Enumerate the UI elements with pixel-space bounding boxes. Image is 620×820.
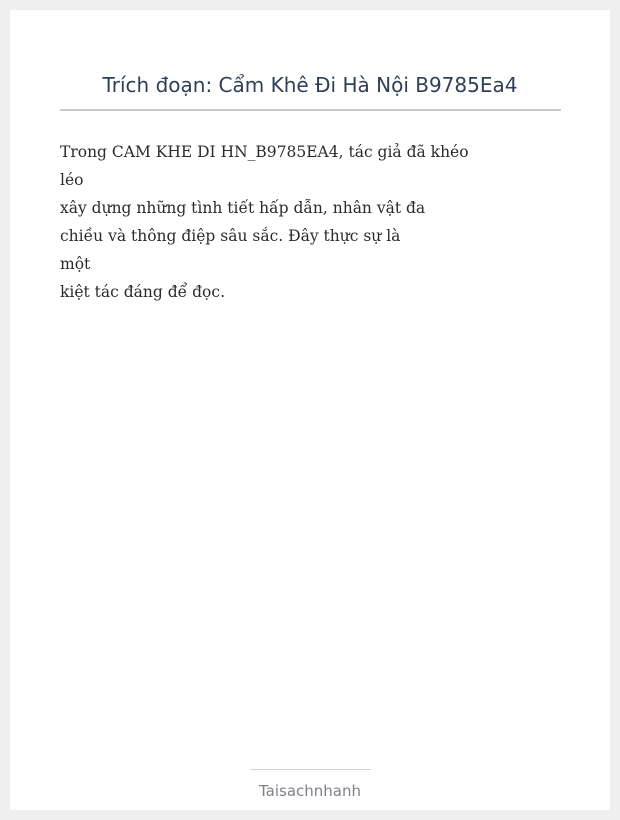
excerpt-line: một (60, 255, 91, 273)
excerpt-body (60, 138, 520, 306)
excerpt-line: Trong CAM KHE DI HN_B9785EA4, tác giả đã khéo (60, 143, 469, 161)
document-page (10, 10, 610, 810)
excerpt-line: kiệt tác đáng để đọc. (60, 283, 225, 301)
excerpt-title: Trích đoạn: Cẩm Khê Đi Hà Nội B9785Ea4 (102, 73, 518, 97)
excerpt-line: xây dựng những tình tiết hấp dẫn, nhân vật đa (60, 199, 426, 217)
footer-site-name: Taisachnhanh (258, 782, 362, 800)
excerpt-line: léo (60, 171, 84, 189)
excerpt-line: chiều và thông điệp sâu sắc. Đây thực sự là (60, 227, 401, 245)
title-divider (60, 109, 561, 111)
footer-divider (250, 769, 371, 770)
